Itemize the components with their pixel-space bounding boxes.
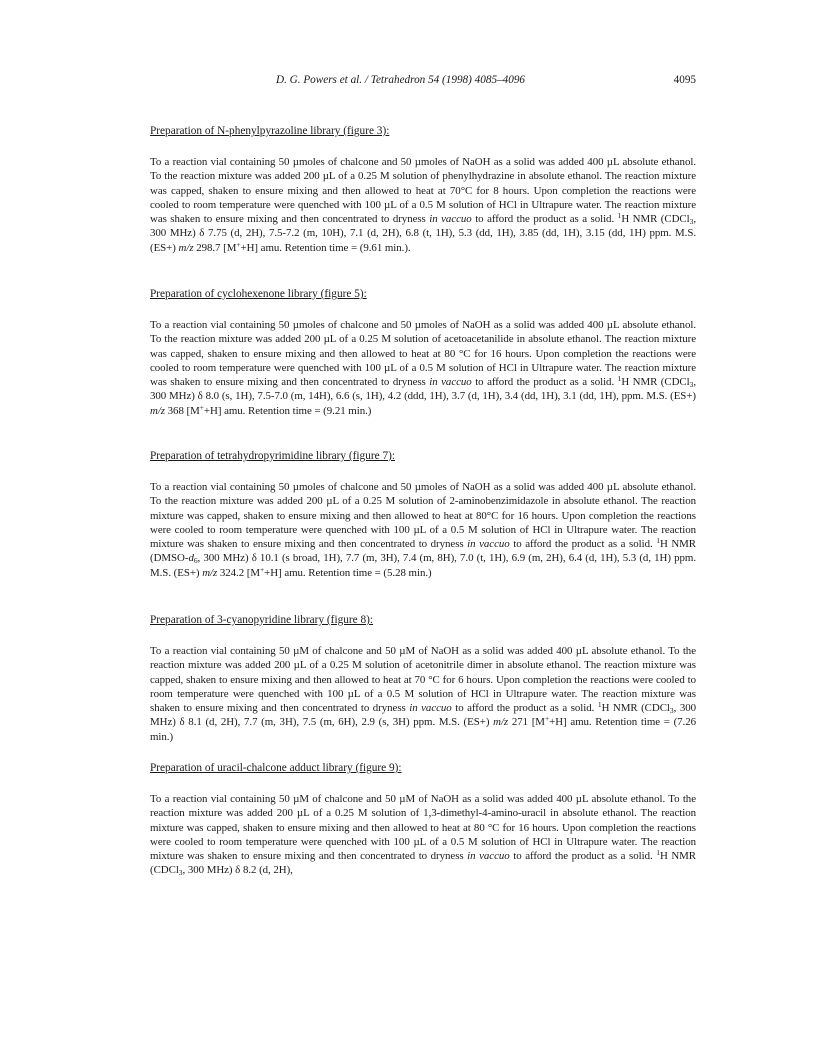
section-paragraph: To a reaction vial containing 50 µmoles of chalcone and 50 µmoles of NaOH as a solid was added 400 µL absolute ethanol. To the reaction mixture was added 200 µL of a 0.25 M solution of 2-aminobenzimidazole in absolute ethanol. The reaction mixture was capped, shaken to ensure mixing and then allowed to heat at 80°C for 16 hours. Upon completion the reactions were cooled to room temperature were quenched with 100 µL of a 0.5 M solution of HCl in Ultrapure water. The reaction mixture was shaken to ensure mixing and then concentrated to dryness in vaccuo to afford the product as a solid. $^1$H NMR ($DMSO-d_6$, 300 MHz) δ 10.1 (s broad, 1H), 7.7 (m, 3H), 7.4 (m, 8H), 7.0 (t, 1H), 6.9 (m, 2H), 6.4 (d, 1H), 5.3 (d, 1H) ppm. M.S. (ES+) m/z 324.2 [M++H] amu. Retention time = (5.28 min.) (150, 481, 696, 579)
section-tetrahydropyrimidine (150, 449, 696, 580)
page-number: 4095 (673, 74, 696, 86)
section-paragraph: To a reaction vial containing 50 µM of chalcone and 50 µM of NaOH as a solid was added 400 µL absolute ethanol. To the reaction mixture was added 200 µL of a 0.25 M solution of acetonitrile dimer in absolute ethanol. The reaction mixture was capped, shaken to ensure mixing and then allowed to heat at 70 °C for 6 hours. Upon completion the reactions were cooled to room temperature were quenched with 100 µL of a 0.5 M solution of HCl in Ultrapure water. The reaction mixture was shaken to ensure mixing and then concentrated to dryness in vaccuo to afford the product as a solid. $^1$H NMR (CDCl$_3$, 300 MHz) δ 8.1 (d, 2H), 7.7 (m, 3H), 7.5 (m, 6H), 2.9 (s, 3H) ppm. M.S. (ES+) m/z 271 [M++H] amu. Retention time = (7.26 min.) (150, 645, 697, 743)
section-heading: Preparation of uracil-chalcone adduct library (figure 9): (150, 762, 402, 774)
section-heading: Preparation of cyclohexenone library (figure 5): (150, 288, 367, 300)
section-paragraph: To a reaction vial containing 50 µmoles of chalcone and 50 µmoles of NaOH as a solid was added 400 µL absolute ethanol. To the reaction mixture was added 200 µL of a 0.25 M solution of phenylhydrazine in absolute ethanol. The reaction mixture was capped, shaken to ensure mixing and then allowed to heat at 70°C for 8 hours. Upon completion the reactions were cooled to room temperature were quenched with 100 µL of a 0.5 M solution of HCl in Ultrapure water. The reaction mixture was shaken to ensure mixing and then concentrated to dryness in vaccuo to afford the product as a solid. $^1$H NMR (CDCl$_3$, 300 MHz) δ 7.75 (d, 2H), 7.5-7.2 (m, 10H), 7.1 (d, 2H), 6.8 (t, 1H), 5.3 (dd, 1H), 3.85 (dd, 1H), 3.15 (dd, 1H) ppm. M.S. (ES+) m/z 298.7 [M++H] amu. Retention time = (9.61 min.). (150, 156, 696, 254)
section-cyclohexenone (150, 287, 696, 418)
section-paragraph: To a reaction vial containing 50 µM of chalcone and 50 µM of NaOH as a solid was added 400 µL absolute ethanol. To the reaction mixture was added 200 µL of a 0.25 M solution of 1,3-dimethyl-4-amino-uracil in absolute ethanol. The reaction mixture was capped, shaken to ensure mixing and then allowed to heat at 80 °C for 16 hours. Upon completion the reactions were cooled to room temperature were quenched with 100 µL of a 0.5 M solution of HCl in Ultrapure water. The reaction mixture was shaken to ensure mixing and then concentrated to dryness in vaccuo to afford the product as a solid. $^1$H NMR (CDCl$_3$, 300 MHz) δ 8.2 (d, 2H), (150, 793, 696, 878)
section-paragraph: To a reaction vial containing 50 µmoles of chalcone and 50 µmoles of NaOH as a solid was added 400 µL absolute ethanol. To the reaction mixture was added 200 µL of a 0.25 M solution of acetoacetanilide in absolute ethanol. The reaction mixture was capped, shaken to ensure mixing and then allowed to heat at 80 °C for 16 hours. Upon completion the reactions were cooled to room temperature were quenched with 100 µL of a 0.5 M solution of HCl in Ultrapure water. The reaction mixture was shaken to ensure mixing and then concentrated to dryness in vaccuo to afford the product as a solid. $^1$H NMR (CDCl$_3$, 300 MHz) δ 8.0 (s, 1H), 7.5-7.0 (m, 14H), 6.6 (s, 1H), 4.2 (ddd, 1H), 3.7 (d, 1H), 3.4 (dd, 1H), 3.1 (dd, 1H), ppm. M.S. (ES+) m/z 368 [M++H] amu. Retention time = (9.21 min.) (150, 319, 696, 417)
section-heading: Preparation of 3-cyanopyridine library (figure 8): (150, 614, 374, 626)
section-cyanopyridine (150, 613, 696, 744)
section-pyrazoline (150, 124, 696, 255)
section-heading: Preparation of N-phenylpyrazoline library (figure 3): (150, 125, 390, 137)
section-heading: Preparation of tetrahydropyrimidine library (figure 7): (150, 450, 395, 462)
section-uracil-chalcone (150, 761, 696, 878)
running-title: D. G. Powers et al. / Tetrahedron 54 (1998) 4085–4096 (276, 74, 526, 86)
